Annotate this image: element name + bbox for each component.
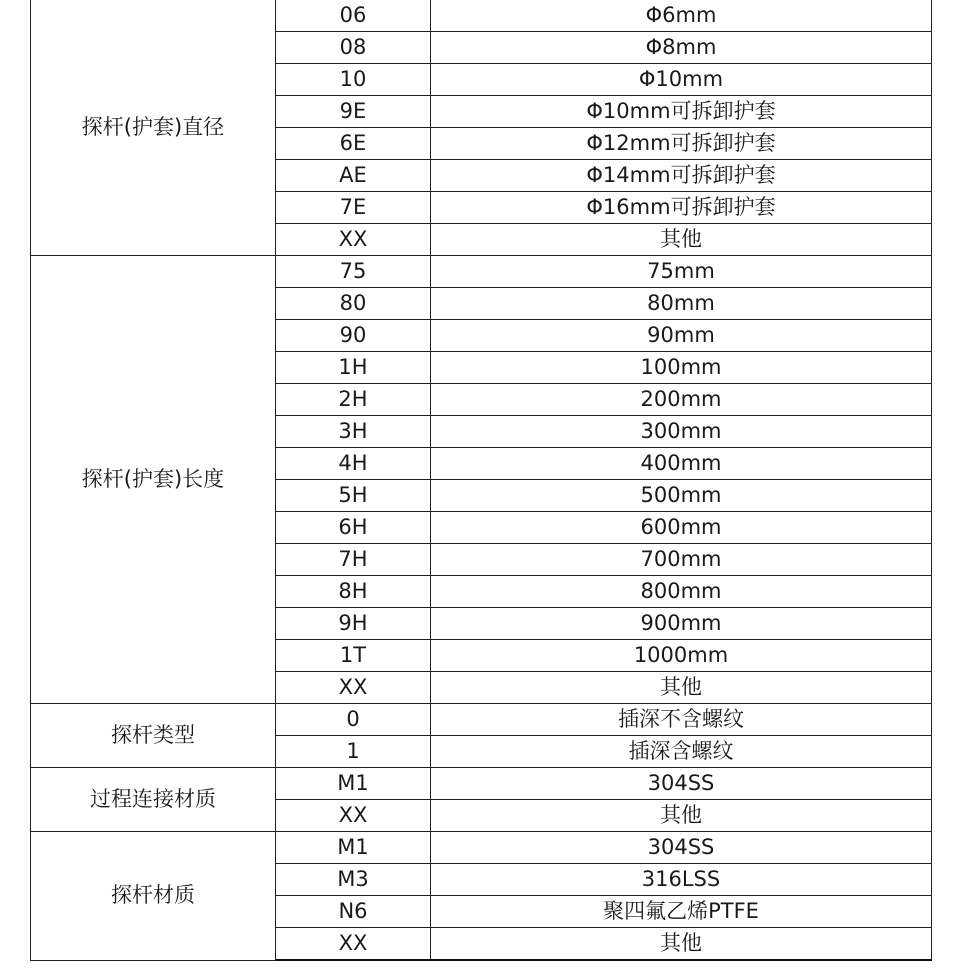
option-description: 304SS xyxy=(431,832,932,864)
option-description: 其他 xyxy=(431,800,932,832)
option-description: 300mm xyxy=(431,416,932,448)
group-label: 过程连接材质 xyxy=(31,768,276,832)
option-description: 其他 xyxy=(431,224,932,256)
group-label: 探杆材质 xyxy=(31,832,276,961)
group-label: 探杆(护套)长度 xyxy=(31,256,276,704)
option-description: 聚四氟乙烯PTFE xyxy=(431,896,932,928)
option-code: 06 xyxy=(276,0,431,32)
option-code: 7H xyxy=(276,544,431,576)
option-code: XX xyxy=(276,672,431,704)
option-description: 200mm xyxy=(431,384,932,416)
option-description: 700mm xyxy=(431,544,932,576)
option-description: 316LSS xyxy=(431,864,932,896)
option-description: Φ16mm可拆卸护套 xyxy=(431,192,932,224)
table-row xyxy=(31,0,932,32)
option-description: 600mm xyxy=(431,512,932,544)
option-code: XX xyxy=(276,800,431,832)
option-code: 08 xyxy=(276,32,431,64)
option-description: Φ8mm xyxy=(431,32,932,64)
option-code: 0 xyxy=(276,704,431,736)
option-code: AE xyxy=(276,160,431,192)
option-code: M1 xyxy=(276,832,431,864)
option-code: 7E xyxy=(276,192,431,224)
option-description: 1000mm xyxy=(431,640,932,672)
option-description: 500mm xyxy=(431,480,932,512)
option-description: Φ10mm可拆卸护套 xyxy=(431,96,932,128)
option-description: Φ12mm可拆卸护套 xyxy=(431,128,932,160)
option-code: 6E xyxy=(276,128,431,160)
option-code: 90 xyxy=(276,320,431,352)
spec-table-body xyxy=(31,0,932,960)
option-description: 插深不含螺纹 xyxy=(431,704,932,736)
option-code: 9E xyxy=(276,96,431,128)
option-code: 2H xyxy=(276,384,431,416)
table-row xyxy=(31,704,932,736)
option-description: 其他 xyxy=(431,928,932,961)
option-code: 4H xyxy=(276,448,431,480)
option-description: 304SS xyxy=(431,768,932,800)
table-row xyxy=(31,256,932,288)
option-description: 插深含螺纹 xyxy=(431,736,932,768)
option-code: 9H xyxy=(276,608,431,640)
option-description: 800mm xyxy=(431,576,932,608)
option-description: 400mm xyxy=(431,448,932,480)
group-label: 探杆(护套)直径 xyxy=(31,0,276,256)
option-code: XX xyxy=(276,928,431,961)
option-code: 10 xyxy=(276,64,431,96)
option-description: 90mm xyxy=(431,320,932,352)
option-description: 其他 xyxy=(431,672,932,704)
option-code: M1 xyxy=(276,768,431,800)
option-description: 100mm xyxy=(431,352,932,384)
group-label: 探杆类型 xyxy=(31,704,276,768)
option-description: Φ14mm可拆卸护套 xyxy=(431,160,932,192)
option-code: 1 xyxy=(276,736,431,768)
option-code: 80 xyxy=(276,288,431,320)
spec-table xyxy=(30,0,932,961)
option-code: 8H xyxy=(276,576,431,608)
option-code: XX xyxy=(276,224,431,256)
option-code: 3H xyxy=(276,416,431,448)
option-code: N6 xyxy=(276,896,431,928)
option-description: Φ6mm xyxy=(431,0,932,32)
table-row xyxy=(31,768,932,800)
table-row xyxy=(31,832,932,864)
option-code: 1T xyxy=(276,640,431,672)
option-description: 900mm xyxy=(431,608,932,640)
option-description: Φ10mm xyxy=(431,64,932,96)
option-code: 75 xyxy=(276,256,431,288)
option-code: M3 xyxy=(276,864,431,896)
option-description: 75mm xyxy=(431,256,932,288)
option-code: 5H xyxy=(276,480,431,512)
option-code: 6H xyxy=(276,512,431,544)
option-description: 80mm xyxy=(431,288,932,320)
option-code: 1H xyxy=(276,352,431,384)
